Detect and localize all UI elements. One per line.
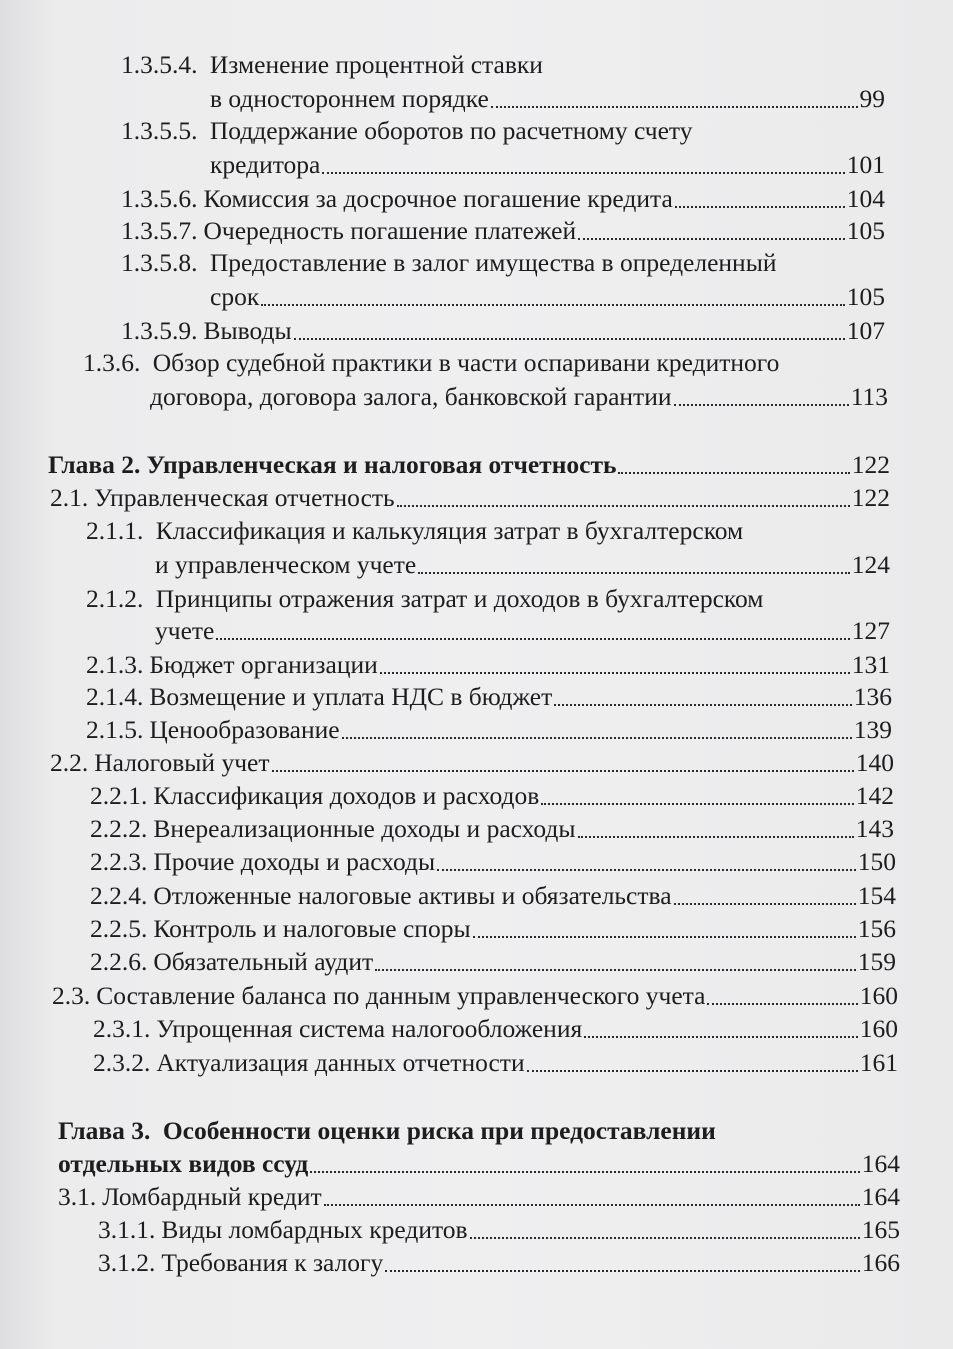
- dot-leader: [324, 1204, 860, 1206]
- entry-title: Ценообразование: [149, 715, 340, 744]
- entry-title: Управленческая и налоговая отчетность: [146, 450, 617, 479]
- entry-title: Изменение процентной ставки: [209, 50, 543, 79]
- page-number: 101: [846, 150, 885, 179]
- dot-leader: [541, 803, 854, 805]
- entry-title-cont: кредитора: [210, 150, 321, 179]
- toc-entry: [121, 214, 885, 248]
- dot-leader: [397, 505, 850, 507]
- entry-title-cont: учете: [155, 616, 215, 645]
- entry-title-cont: срок: [210, 282, 260, 311]
- dot-leader: [618, 472, 849, 474]
- toc-entry-continuation: [155, 614, 890, 648]
- page-number: 164: [861, 1149, 900, 1178]
- toc-entry: [86, 582, 763, 616]
- entry-number: 2.2.3.: [90, 847, 148, 876]
- dot-leader: [707, 1003, 857, 1005]
- toc-entry: [90, 812, 894, 846]
- toc-entry: [98, 1213, 900, 1247]
- entry-title: Контроль и налоговые споры: [153, 914, 471, 943]
- entry-number: 2.3.: [52, 981, 91, 1010]
- entry-number: 2.3.2.: [93, 1048, 151, 1077]
- toc-entry: [121, 314, 885, 348]
- dot-leader: [294, 338, 845, 340]
- page-number: 150: [857, 847, 896, 876]
- entry-title: Обязательный аудит: [153, 947, 374, 976]
- entry-title: Внереализационные доходы и расходы: [153, 814, 576, 843]
- dot-leader: [674, 903, 856, 905]
- page-number: 131: [851, 650, 890, 679]
- dot-leader: [675, 206, 845, 208]
- entry-title: Виды ломбардных кредитов: [161, 1215, 468, 1244]
- entry-title: Предоставление в залог имущества в определенный: [209, 248, 777, 277]
- entry-title: Актуализация данных отчетности: [156, 1048, 525, 1077]
- entry-number: 2.2.: [50, 748, 89, 777]
- page-number: 154: [857, 881, 896, 910]
- dot-leader: [322, 172, 844, 174]
- toc-entry: [90, 779, 894, 813]
- dot-leader: [385, 1270, 859, 1272]
- page-number: 161: [859, 1048, 898, 1077]
- toc-entry-continuation: [150, 380, 888, 414]
- dot-leader: [554, 704, 852, 706]
- entry-number: 2.1.: [50, 483, 89, 512]
- entry-number: 1.3.6.: [83, 348, 141, 377]
- toc-entry-continuation: [210, 82, 885, 116]
- toc-entry: [121, 48, 543, 82]
- toc-entry: [50, 746, 894, 780]
- entry-title: Возмещение и уплата НДС в бюджет: [149, 682, 553, 711]
- dot-leader: [674, 404, 849, 406]
- entry-number: 1.3.5.9.: [121, 316, 198, 345]
- entry-title: Ломбардный кредит: [102, 1182, 322, 1211]
- entry-title-cont: отдельных видов ссуд: [58, 1149, 309, 1178]
- page-number: 113: [850, 382, 888, 411]
- toc-entry: [52, 979, 898, 1013]
- toc-entry: [93, 1012, 898, 1046]
- page-number: 164: [861, 1182, 900, 1211]
- chapter-heading: [48, 448, 890, 482]
- entry-number: 1.3.5.7.: [121, 216, 198, 245]
- entry-title: Принципы отражения затрат и доходов в бухгалтерском: [155, 584, 764, 613]
- entry-number: 2.2.4.: [90, 881, 148, 910]
- page-number: 107: [846, 316, 885, 345]
- toc-entry: [90, 912, 896, 946]
- dot-leader: [310, 1171, 859, 1173]
- entry-number: 2.1.3.: [86, 650, 144, 679]
- entry-number: 3.1.1.: [98, 1215, 156, 1244]
- page-number: 160: [859, 981, 898, 1010]
- entry-number: 2.2.5.: [90, 914, 148, 943]
- page-number: 136: [853, 682, 892, 711]
- entry-number: 1.3.5.5.: [121, 116, 198, 145]
- chapter-heading-continuation: [58, 1147, 900, 1181]
- page-number: 104: [846, 184, 885, 213]
- dot-leader: [342, 737, 852, 739]
- entry-title: Поддержание оборотов по расчетному счету: [209, 116, 693, 145]
- toc-entry: [86, 680, 892, 714]
- dot-leader: [578, 836, 854, 838]
- entry-title: Прочие доходы и расходы: [153, 847, 436, 876]
- toc-entry: [58, 1180, 900, 1214]
- entry-number: 2.1.4.: [86, 682, 144, 711]
- entry-number: 2.1.2.: [86, 584, 144, 613]
- toc-entry-continuation: [155, 548, 890, 582]
- entry-title: Управленческая отчетность: [94, 483, 395, 512]
- entry-title-cont: и управленческом учете: [155, 550, 417, 579]
- entry-number: 2.2.6.: [90, 947, 148, 976]
- entry-number: 1.3.5.8.: [121, 248, 198, 277]
- page-number: 139: [853, 715, 892, 744]
- chapter-heading: [58, 1114, 716, 1148]
- toc-entry: [90, 945, 896, 979]
- page-number: 127: [851, 616, 890, 645]
- dot-leader: [437, 869, 856, 871]
- entry-title: Требования к залогу: [161, 1248, 384, 1277]
- page-number: 122: [851, 483, 890, 512]
- page-number: 143: [855, 814, 894, 843]
- dot-leader: [584, 1036, 858, 1038]
- dot-leader: [380, 672, 850, 674]
- page-number: 99: [859, 84, 885, 113]
- toc-entry: [121, 246, 776, 280]
- page-number: 105: [846, 282, 885, 311]
- entry-title: Классификация доходов и расходов: [153, 781, 540, 810]
- toc-entry: [98, 1246, 900, 1280]
- toc-entry: [86, 514, 743, 548]
- entry-title: Особенности оценки риска при предоставлении: [162, 1116, 716, 1145]
- entry-title: Бюджет организации: [149, 650, 378, 679]
- entry-number: 3.1.: [58, 1182, 97, 1211]
- entry-title: Обзор судебной практики в части оспаривани кредитного: [152, 348, 780, 377]
- entry-number: Глава 2.: [48, 450, 141, 479]
- page-number: 166: [861, 1248, 900, 1277]
- page-number: 122: [851, 450, 890, 479]
- page-number: 124: [851, 550, 890, 579]
- entry-number: 2.1.1.: [86, 516, 144, 545]
- entry-title-cont: в одностороннем порядке: [210, 84, 489, 113]
- entry-title-cont: договора, договора залога, банковской гарантии: [150, 382, 672, 411]
- entry-title: Составление баланса по данным управленческого учета: [96, 981, 706, 1010]
- entry-title: Классификация и калькуляция затрат в бухгалтерском: [155, 516, 744, 545]
- entry-number: 1.3.5.6.: [121, 184, 198, 213]
- entry-title: Налоговый учет: [94, 748, 270, 777]
- entry-number: Глава 3.: [58, 1116, 151, 1145]
- dot-leader: [491, 106, 858, 108]
- page-number: 160: [859, 1014, 898, 1043]
- dot-leader: [418, 572, 850, 574]
- dot-leader: [470, 1237, 860, 1239]
- dot-leader: [473, 936, 856, 938]
- entry-number: 2.2.2.: [90, 814, 148, 843]
- entry-title: Упрощенная система налогообложения: [156, 1014, 583, 1043]
- dot-leader: [578, 238, 845, 240]
- toc-entry: [83, 346, 779, 380]
- toc-entry: [90, 879, 896, 913]
- entry-title: Очередность погашение платежей: [203, 216, 577, 245]
- toc-entry-continuation: [210, 148, 885, 182]
- toc-entry: [86, 713, 892, 747]
- toc-entry-continuation: [210, 280, 885, 314]
- entry-number: 1.3.5.4.: [121, 50, 198, 79]
- page-number: 142: [855, 781, 894, 810]
- page-number: 140: [855, 748, 894, 777]
- entry-title: Отложенные налоговые активы и обязательства: [153, 881, 672, 910]
- entry-title: Комиссия за досрочное погашение кредита: [203, 184, 673, 213]
- page-number: 165: [861, 1215, 900, 1244]
- toc-entry: [50, 481, 890, 515]
- toc-entry: [90, 845, 896, 879]
- page-number: 105: [846, 216, 885, 245]
- dot-leader: [375, 969, 856, 971]
- toc-entry: [121, 182, 885, 216]
- entry-number: 2.2.1.: [90, 781, 148, 810]
- dot-leader: [261, 304, 845, 306]
- toc-entry: [93, 1046, 898, 1080]
- page-number: 156: [857, 914, 896, 943]
- dot-leader: [527, 1070, 858, 1072]
- entry-number: 3.1.2.: [98, 1248, 156, 1277]
- entry-number: 2.3.1.: [93, 1014, 151, 1043]
- dot-leader: [216, 638, 849, 640]
- entry-number: 2.1.5.: [86, 715, 144, 744]
- entry-title: Выводы: [203, 316, 292, 345]
- toc-entry: [86, 648, 890, 682]
- toc-entry: [121, 114, 692, 148]
- dot-leader: [272, 770, 854, 772]
- page-number: 159: [857, 947, 896, 976]
